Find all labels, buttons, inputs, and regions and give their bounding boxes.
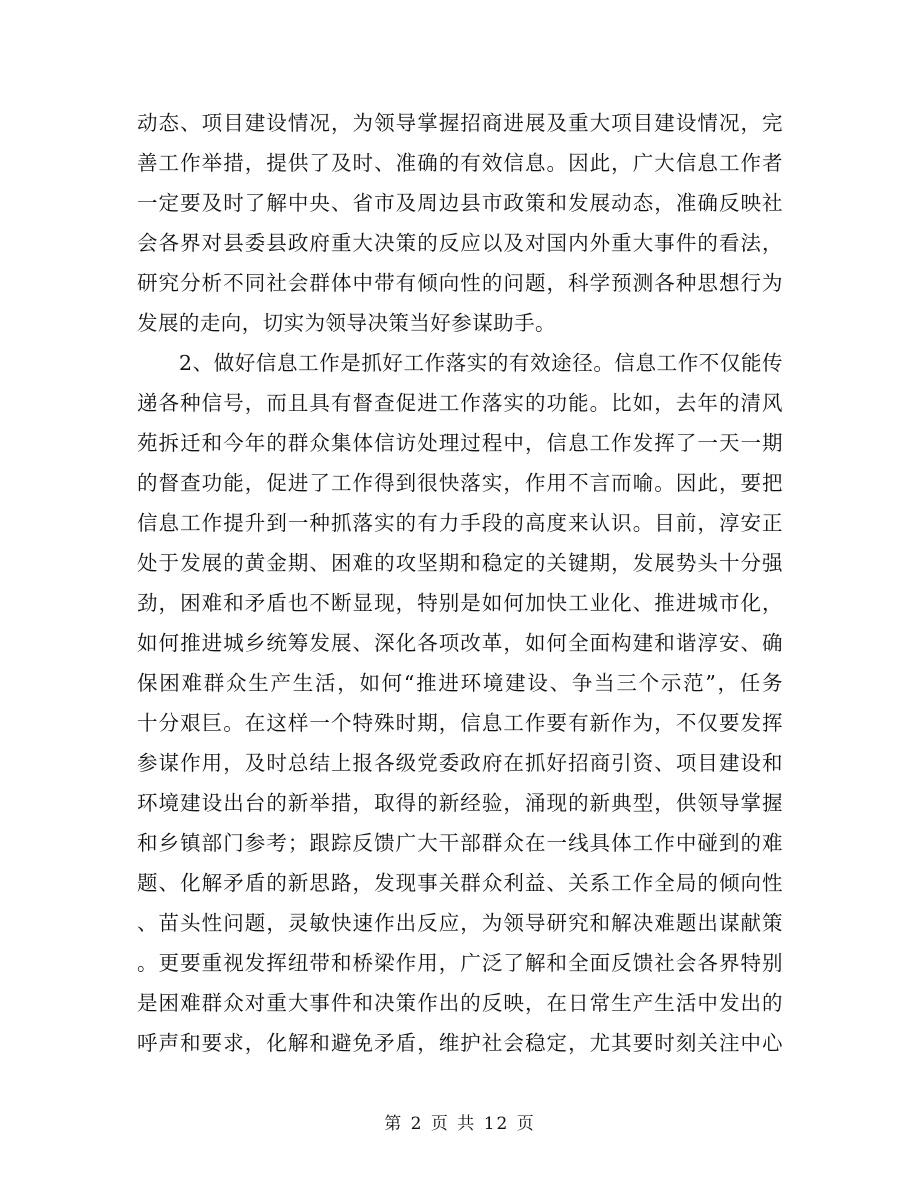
text-line: 动态、项目建设情况，为领导掌握招商进展及重大项目建设情况，完 [137,111,783,135]
text-line: 的督查功能，促进了工作得到很快落实，作用不言而喻。因此，要把 [137,471,783,495]
text-line: 处于发展的黄金期、困难的攻坚期和稳定的关键期，发展势头十分强 [137,551,783,575]
text-line: 劲，困难和矛盾也不断显现，特别是如何加快工业化、推进城市化， [137,591,783,615]
page-footer: 第 2 页 共 12 页 [384,1114,536,1134]
text-line: 、苗头性问题，灵敏快速作出反应，为领导研究和解决难题出谋献策 [137,911,783,935]
text-line: 环境建设出台的新举措，取得的新经验，涌现的新典型，供领导掌握 [137,791,783,815]
text-line: 是困难群众对重大事件和决策作出的反映，在日常生产生活中发出的 [137,991,783,1015]
text-line: 十分艰巨。在这样一个特殊时期，信息工作要有新作为，不仅要发挥 [137,711,783,735]
text-line: 信息工作提升到一种抓落实的有力手段的高度来认识。目前，淳安正 [137,511,783,535]
text-line: 如何推进城乡统筹发展、深化各项改革，如何全面构建和谐淳安、确 [137,631,783,655]
text-line: 一定要及时了解中央、省市及周边县市政策和发展动态，准确反映社 [137,191,783,215]
text-line: 保困难群众生产生活，如何“推进环境建设、争当三个示范”，任务 [137,671,783,695]
text-line: 研究分析不同社会群体中带有倾向性的问题，科学预测各种思想行为 [137,271,783,295]
text-line: 参谋作用，及时总结上报各级党委政府在抓好招商引资、项目建设和 [137,751,783,775]
text-line: 发展的走向，切实为领导决策当好参谋助手。 [137,311,556,335]
paragraph-first-line: 2、做好信息工作是抓好工作落实的有效途径。信息工作不仅能传 [179,351,783,375]
text-line: 呼声和要求，化解和避免矛盾，维护社会稳定，尤其要时刻关注中心 [137,1031,783,1055]
text-line: 苑拆迁和今年的群众集体信访处理过程中，信息工作发挥了一天一期 [137,431,783,455]
text-line: 递各种信号，而且具有督查促进工作落实的功能。比如，去年的清风 [137,391,783,415]
text-line: 会各界对县委县政府重大决策的反应以及对国内外重大事件的看法， [137,231,783,255]
text-line: 善工作举措，提供了及时、准确的有效信息。因此，广大信息工作者 [137,151,783,175]
text-line: 和乡镇部门参考；跟踪反馈广大干部群众在一线具体工作中碰到的难 [137,831,783,855]
text-line: 题、化解矛盾的新思路，发现事关群众利益、关系工作全局的倾向性 [137,871,783,895]
text-line: 。更要重视发挥纽带和桥梁作用，广泛了解和全面反馈社会各界特别 [137,951,783,975]
